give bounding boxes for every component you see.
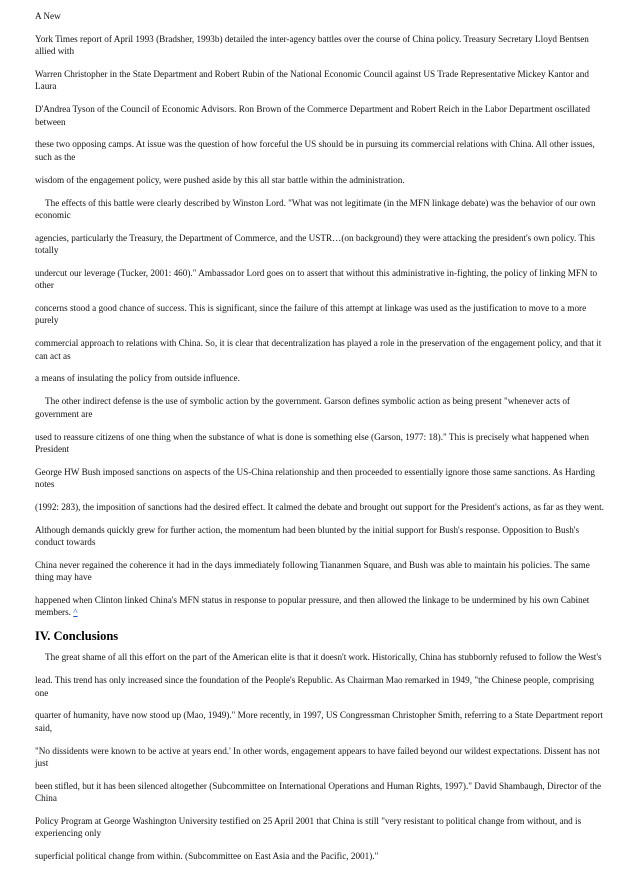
paragraph: Policy Program at George Washington University testified on 25 April 2001 that China is still "very resistant to political change from without, and is experiencing only [35, 816, 582, 839]
paragraph: wisdom of the engagement policy, were pushed aside by this all star battle within the administration. [35, 174, 405, 185]
paragraph: D'Andrea Tyson of the Council of Economic Advisors. Ron Brown of the Commerce Department and Robert Reich in the Labor Department oscillated between [35, 104, 591, 127]
paragraph: undercut our leverage (Tucker, 2001: 460)." Ambassador Lord goes on to assert that without this administrative in-fighting, the policy of linking MFN to other [35, 267, 598, 291]
paragraph: A New [35, 11, 61, 21]
paragraph: a means of insulating the policy from outside influence. [35, 373, 240, 384]
paragraph: agencies, particularly the Treasury, the Department of Commerce, and the USTR…(on background) they were attacking the president's own policy. This totally [35, 232, 595, 256]
paragraph: York Times report of April 1993 (Bradsher, 1993b) detailed the inter-agency battles over the course of China policy. Treasury Secretary Lloyd Bentsen allied with [35, 33, 589, 57]
paragraph: these two opposing camps. At issue was the question of how forceful the US should be in pursuing its commercial relations with China. All other issues, such as the [35, 139, 595, 162]
paragraph: (1992: 283), the imposition of sanctions had the desired effect. It calmed the debate and brought out support for the President's actions, as far as they went. [35, 501, 604, 512]
paragraph: quarter of humanity, have now stood up (Mao, 1949)." More recently, in 1997, US Congressman Christopher Smith, referring to a State Department report said, [35, 710, 603, 733]
paragraph: Although demands quickly grew for further action, the momentum had been blunted by the initial support for Bush's response. Opposition to Bush's conduct towards [35, 524, 580, 548]
paragraph: been stifled, but it has been silenced altogether (Subcommittee on International Operations and Human Rights, 1997)." David Shambaugh, Director of the China [35, 780, 602, 804]
paragraph: The effects of this battle were clearly described by Winston Lord. "What was not legitimate (in the MFN linkage debate) was the behavior of our own economic [35, 197, 596, 220]
paragraph: The other indirect defense is the use of symbolic action by the government. Garson defines symbolic action as being present "whenever acts of government are [35, 396, 570, 419]
document-page [35, 10, 605, 873]
paragraph: "No dissidents were known to be active at years end.' In other words, engagement appears to have failed beyond our wildest expectations. Dissent has not just [35, 745, 600, 768]
back-to-top-link[interactable]: ^ [73, 607, 78, 618]
paragraph-text: happened when Clinton linked China's MFN status in response to popular pressure, and then allowed the linkage to be undermined by his own Cabinet members. [35, 595, 590, 618]
paragraph: George HW Bush imposed sanctions on aspects of the US-China relationship and then proceeded to essentially ignore those same sanctions. As Harding notes [35, 466, 595, 490]
paragraph: commercial approach to relations with China. So, it is clear that decentralization has played a role in the preservation of the engagement policy, and that it can act as [35, 338, 602, 361]
section-heading: IV. Conclusions [35, 629, 119, 644]
paragraph: Warren Christopher in the State Department and Robert Rubin of the National Economic Council against US Trade Representative Mickey Kantor and Laura [35, 69, 589, 92]
paragraph [35, 594, 605, 619]
paragraph: lead. This trend has only increased since the foundation of the People's Republic. As Chairman Mao remarked in 1949, "the Chinese people, comprising one [35, 675, 594, 698]
paragraph: superficial political change from within. (Subcommittee on East Asia and the Pacific, 2001)." [35, 851, 379, 862]
paragraph: concerns stood a good chance of success. This is significant, since the failure of this attempt at linkage was used as the justification to move to a more purely [35, 303, 587, 326]
paragraph: China never regained the coherence it had in the days immediately following Tiananmen Square, and Bush was able to maintain his policies. The same thing may have [35, 560, 590, 583]
paragraph: The great shame of all this effort on the part of the American elite is that it doesn't work. Historically, China has stubbornly refused to follow the West's [45, 652, 602, 663]
paragraph: used to reassure citizens of one thing when the substance of what is done is something else (Garson, 1977: 18)." This is precisely what happened when President [35, 431, 589, 454]
